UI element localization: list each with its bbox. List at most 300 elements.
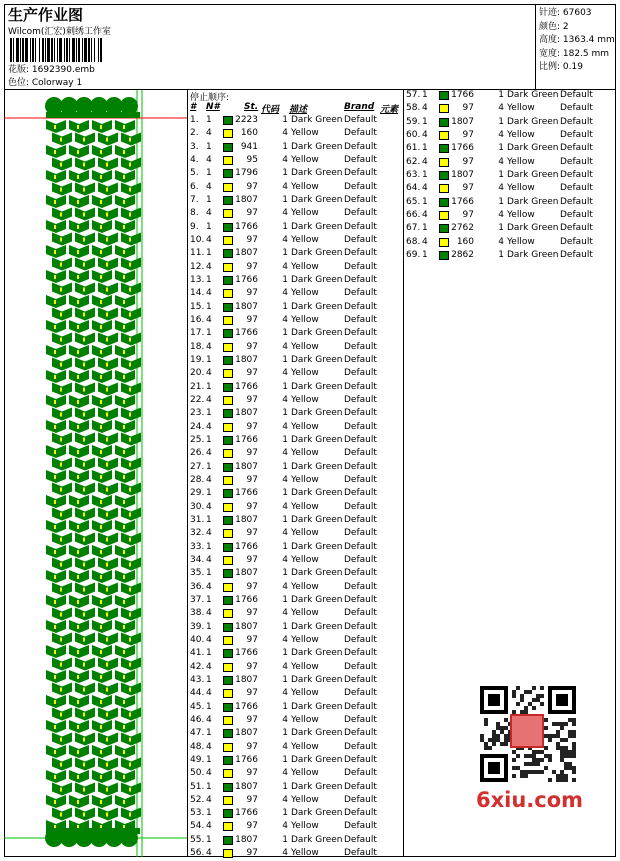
accent-stitch	[60, 413, 62, 417]
accent-stitch	[100, 300, 102, 304]
row-description: Yellow	[291, 128, 319, 139]
table-row	[188, 807, 400, 820]
table-row	[188, 434, 400, 447]
accent-stitch	[83, 263, 85, 267]
qr-module	[540, 702, 544, 706]
accent-stitch	[123, 700, 125, 704]
accent-stitch	[83, 588, 85, 592]
accent-stitch	[54, 475, 56, 479]
row-brand: Default	[344, 434, 377, 445]
qr-module	[520, 694, 524, 698]
accent-stitch	[77, 725, 79, 729]
table-row	[188, 607, 400, 620]
qr-module	[496, 738, 500, 742]
row-description: Yellow	[507, 129, 535, 140]
row-stitches: 1796	[235, 168, 258, 179]
accent-stitch	[83, 763, 85, 767]
row-needle: 4	[206, 741, 212, 752]
row-stitches: 1807	[235, 461, 258, 472]
row-code: 4	[282, 501, 288, 512]
barcode-bar	[39, 38, 40, 62]
color-swatch	[439, 238, 449, 247]
row-stitches: 1807	[235, 194, 258, 205]
barcode-bar	[57, 38, 58, 62]
qr-module	[568, 762, 572, 766]
table-row	[188, 381, 400, 394]
row-needle: 4	[206, 261, 212, 272]
accent-stitch	[54, 325, 56, 329]
qr-module	[560, 770, 564, 774]
table-row	[188, 794, 400, 807]
qr-module	[572, 770, 576, 774]
row-stitches: 97	[246, 474, 258, 485]
accent-stitch	[60, 263, 62, 267]
accent-stitch	[123, 275, 125, 279]
qr-module	[564, 762, 568, 766]
row-description: Yellow	[291, 688, 319, 699]
row-brand: Default	[560, 223, 593, 234]
color-swatch	[439, 158, 449, 167]
row-stitches: 1766	[235, 701, 258, 712]
row-brand: Default	[344, 554, 377, 565]
accent-stitch	[100, 550, 102, 554]
accent-stitch	[83, 788, 85, 792]
qr-module	[572, 750, 576, 754]
row-brand: Default	[344, 394, 377, 405]
row-needle: 4	[206, 581, 212, 592]
header-stitches: St.	[244, 102, 259, 112]
qr-module	[512, 690, 516, 694]
accent-stitch	[129, 538, 131, 542]
row-brand: Default	[344, 181, 377, 192]
color-swatch	[439, 198, 449, 207]
row-brand: Default	[344, 248, 377, 259]
row-description: Yellow	[291, 341, 319, 352]
accent-stitch	[123, 475, 125, 479]
row-stitches: 160	[456, 236, 474, 247]
table-row	[188, 834, 400, 847]
accent-stitch	[77, 175, 79, 179]
accent-stitch	[100, 750, 102, 754]
accent-stitch	[129, 763, 131, 767]
accent-stitch	[54, 700, 56, 704]
row-description: Yellow	[291, 821, 319, 832]
row-code: 4	[282, 368, 288, 379]
row-description: Yellow	[291, 261, 319, 272]
row-stitches: 97	[246, 608, 258, 619]
accent-stitch	[60, 213, 62, 217]
barcode-bar	[30, 38, 31, 62]
row-needle: 4	[206, 794, 212, 805]
row-stitches: 97	[246, 368, 258, 379]
accent-stitch	[100, 250, 102, 254]
color-swatch	[223, 529, 233, 538]
row-code: 4	[498, 156, 504, 167]
table-row	[188, 127, 400, 140]
row-description: Dark Green	[291, 461, 343, 472]
row-needle: 4	[206, 421, 212, 432]
row-stitches: 1766	[235, 488, 258, 499]
accent-stitch	[106, 438, 108, 442]
row-brand: Default	[344, 674, 377, 685]
table-title: 停止顺序:	[190, 93, 230, 103]
row-description: Dark Green	[291, 248, 343, 259]
accent-stitch	[106, 588, 108, 592]
accent-stitch	[77, 800, 79, 804]
accent-stitch	[123, 675, 125, 679]
row-number: 15.	[190, 301, 205, 312]
accent-stitch	[129, 363, 131, 367]
accent-stitch	[77, 125, 79, 129]
accent-stitch	[83, 713, 85, 717]
accent-stitch	[106, 263, 108, 267]
row-description: Dark Green	[291, 168, 343, 179]
row-number: 35.	[190, 568, 205, 579]
table-row	[404, 142, 616, 155]
table-row	[188, 421, 400, 434]
row-description: Dark Green	[291, 701, 343, 712]
qr-module	[532, 698, 536, 702]
row-stitches: 1766	[451, 90, 474, 100]
accent-stitch	[129, 213, 131, 217]
row-number: 19.	[190, 354, 205, 365]
accent-stitch	[123, 500, 125, 504]
row-description: Dark Green	[507, 143, 559, 154]
row-brand: Default	[344, 568, 377, 579]
accent-stitch	[129, 388, 131, 392]
accent-stitch	[77, 675, 79, 679]
row-brand: Default	[344, 781, 377, 792]
color-swatch	[223, 676, 233, 685]
row-code: 1	[282, 514, 288, 525]
qr-module	[516, 754, 520, 758]
row-needle: 1	[206, 328, 212, 339]
row-brand: Default	[344, 368, 377, 379]
row-number: 22.	[190, 394, 205, 405]
row-stitches: 1807	[235, 728, 258, 739]
barcode-bar	[35, 38, 36, 62]
qr-module	[524, 762, 528, 766]
row-stitches: 1766	[235, 594, 258, 605]
row-stitches: 1766	[235, 648, 258, 659]
accent-stitch	[106, 188, 108, 192]
barcode-bar	[76, 38, 77, 62]
row-number: 47.	[190, 728, 205, 739]
accent-stitch	[83, 138, 85, 142]
accent-stitch	[60, 163, 62, 167]
accent-stitch	[83, 288, 85, 292]
row-number: 50.	[190, 768, 205, 779]
color-swatch	[439, 104, 449, 113]
accent-stitch	[60, 663, 62, 667]
table-header	[188, 102, 402, 114]
row-stitches: 97	[462, 156, 474, 167]
row-code: 1	[282, 728, 288, 739]
accent-stitch	[123, 750, 125, 754]
row-code: 1	[282, 194, 288, 205]
row-code: 1	[498, 223, 504, 234]
row-needle: 4	[206, 474, 212, 485]
row-stitches: 97	[246, 261, 258, 272]
row-code: 4	[282, 128, 288, 139]
accent-stitch	[54, 400, 56, 404]
qr-module	[564, 746, 568, 750]
row-stitches: 1807	[235, 514, 258, 525]
row-needle: 1	[206, 115, 212, 125]
row-number: 7.	[190, 194, 199, 205]
row-needle: 1	[206, 381, 212, 392]
accent-stitch	[123, 425, 125, 429]
accent-stitch	[77, 425, 79, 429]
row-brand: Default	[344, 808, 377, 819]
row-description: Yellow	[291, 608, 319, 619]
row-description: Yellow	[291, 314, 319, 325]
accent-stitch	[129, 263, 131, 267]
accent-stitch	[60, 313, 62, 317]
row-stitches: 97	[246, 794, 258, 805]
color-swatch	[223, 449, 233, 458]
qr-module	[536, 750, 540, 754]
row-code: 4	[498, 129, 504, 140]
qr-module	[492, 730, 496, 734]
qr-module	[544, 734, 548, 738]
row-brand: Default	[560, 156, 593, 167]
accent-stitch	[129, 488, 131, 492]
color-swatch	[223, 796, 233, 805]
qr-module	[532, 762, 536, 766]
color-swatch	[223, 729, 233, 738]
row-stitches: 97	[246, 288, 258, 299]
row-needle: 1	[206, 488, 212, 499]
row-code: 1	[282, 461, 288, 472]
colorway-label: 色位: Colorway 1	[8, 78, 83, 88]
color-swatch	[223, 209, 233, 218]
table-row	[188, 234, 400, 247]
color-swatch	[223, 183, 233, 192]
qr-module	[572, 734, 576, 738]
accent-stitch	[100, 525, 102, 529]
accent-stitch	[83, 163, 85, 167]
qr-module	[528, 690, 532, 694]
qr-module	[568, 734, 572, 738]
accent-stitch	[100, 350, 102, 354]
color-swatch	[223, 263, 233, 272]
row-needle: 4	[206, 528, 212, 539]
row-description: Yellow	[291, 394, 319, 405]
qr-module	[568, 766, 572, 770]
color-swatch	[439, 91, 449, 100]
accent-stitch	[60, 788, 62, 792]
row-stitches: 97	[246, 634, 258, 645]
accent-stitch	[60, 463, 62, 467]
row-brand: Default	[560, 209, 593, 220]
accent-stitch	[83, 613, 85, 617]
qr-module	[520, 770, 524, 774]
accent-stitch	[100, 200, 102, 204]
qr-module	[564, 738, 568, 742]
accent-stitch	[123, 600, 125, 604]
row-brand: Default	[344, 541, 377, 552]
table-row	[404, 182, 616, 195]
accent-stitch	[83, 238, 85, 242]
qr-module	[496, 734, 500, 738]
row-description: Dark Green	[291, 115, 343, 125]
row-number: 24.	[190, 421, 205, 432]
accent-stitch	[77, 225, 79, 229]
header	[4, 4, 616, 90]
accent-stitch	[77, 775, 79, 779]
row-stitches: 1766	[235, 328, 258, 339]
row-brand: Default	[344, 488, 377, 499]
qr-module	[496, 726, 500, 730]
accent-stitch	[54, 175, 56, 179]
row-needle: 1	[206, 221, 212, 232]
qr-finder	[488, 762, 500, 774]
accent-stitch	[60, 388, 62, 392]
row-number: 12.	[190, 261, 205, 272]
accent-stitch	[54, 500, 56, 504]
accent-stitch	[129, 463, 131, 467]
row-stitches: 97	[246, 181, 258, 192]
row-brand: Default	[560, 90, 593, 100]
color-swatch	[223, 383, 233, 392]
color-swatch	[223, 356, 233, 365]
table-row	[404, 156, 616, 169]
color-swatch	[223, 196, 233, 205]
row-description: Yellow	[291, 528, 319, 539]
row-description: Dark Green	[291, 728, 343, 739]
color-swatch	[223, 329, 233, 338]
design-preview	[4, 90, 188, 857]
row-needle: 1	[422, 196, 428, 207]
accent-stitch	[123, 725, 125, 729]
row-number: 1.	[190, 115, 199, 125]
accent-stitch	[106, 688, 108, 692]
row-description: Dark Green	[507, 223, 559, 234]
row-number: 4.	[190, 154, 199, 165]
row-needle: 4	[206, 448, 212, 459]
accent-stitch	[106, 663, 108, 667]
qr-module	[504, 726, 508, 730]
accent-stitch	[123, 125, 125, 129]
barcode-bar	[94, 38, 95, 62]
row-description: Yellow	[291, 288, 319, 299]
row-code: 1	[282, 648, 288, 659]
accent-stitch	[123, 550, 125, 554]
accent-stitch	[77, 525, 79, 529]
row-description: Yellow	[291, 421, 319, 432]
accent-stitch	[83, 663, 85, 667]
table-row	[188, 287, 400, 300]
row-brand: Default	[560, 183, 593, 194]
row-code: 1	[498, 249, 504, 260]
color-swatch	[223, 636, 233, 645]
row-brand: Default	[344, 514, 377, 525]
table-row	[188, 354, 400, 367]
row-stitches: 1766	[451, 143, 474, 154]
accent-stitch	[129, 338, 131, 342]
row-stitches: 97	[246, 741, 258, 752]
row-code: 1	[282, 381, 288, 392]
qr-module	[540, 770, 544, 774]
qr-module	[488, 738, 492, 742]
accent-stitch	[77, 250, 79, 254]
row-needle: 4	[206, 554, 212, 565]
row-brand: Default	[344, 474, 377, 485]
row-needle: 1	[206, 408, 212, 419]
table-row	[404, 116, 616, 129]
row-brand: Default	[344, 341, 377, 352]
row-stitches: 1807	[451, 116, 474, 127]
row-code: 1	[282, 434, 288, 445]
accent-stitch	[100, 500, 102, 504]
accent-stitch	[60, 588, 62, 592]
row-brand: Default	[344, 154, 377, 165]
accent-stitch	[54, 350, 56, 354]
qr-module	[536, 762, 540, 766]
row-description: Yellow	[291, 848, 319, 859]
qr-module	[532, 754, 536, 758]
table-row	[188, 581, 400, 594]
row-needle: 4	[422, 209, 428, 220]
row-number: 61.	[406, 143, 421, 154]
stop-sequence-column-1	[188, 90, 404, 857]
row-stitches: 1766	[235, 221, 258, 232]
qr-module	[572, 778, 576, 782]
qr-module	[516, 686, 520, 690]
qr-module	[528, 770, 532, 774]
row-code: 4	[282, 154, 288, 165]
header-element: 元素	[380, 105, 399, 115]
qr-module	[560, 750, 564, 754]
accent-stitch	[100, 800, 102, 804]
barcode-bar	[98, 38, 99, 62]
color-swatch	[223, 769, 233, 778]
accent-stitch	[129, 413, 131, 417]
barcode-bar	[54, 38, 55, 62]
qr-module	[528, 702, 532, 706]
row-description: Dark Green	[291, 434, 343, 445]
row-code: 4	[282, 234, 288, 245]
row-brand: Default	[560, 116, 593, 127]
row-needle: 1	[206, 434, 212, 445]
row-brand: Default	[560, 129, 593, 140]
accent-stitch	[54, 775, 56, 779]
qr-module	[544, 726, 548, 730]
row-number: 16.	[190, 314, 205, 325]
row-needle: 1	[422, 116, 428, 127]
row-number: 18.	[190, 341, 205, 352]
row-code: 4	[282, 794, 288, 805]
row-code: 4	[282, 314, 288, 325]
qr-module	[564, 766, 568, 770]
table-row	[188, 820, 400, 833]
row-description: Dark Green	[291, 514, 343, 525]
qr-module	[572, 766, 576, 770]
row-code: 1	[282, 568, 288, 579]
accent-stitch	[54, 200, 56, 204]
row-description: Dark Green	[291, 328, 343, 339]
row-number: 11.	[190, 248, 205, 259]
accent-stitch	[123, 325, 125, 329]
row-brand: Default	[344, 834, 377, 845]
table-row	[188, 367, 400, 380]
row-code: 4	[282, 714, 288, 725]
qr-module	[564, 754, 568, 758]
qr-module	[516, 702, 520, 706]
row-needle: 4	[422, 156, 428, 167]
accent-stitch	[77, 475, 79, 479]
